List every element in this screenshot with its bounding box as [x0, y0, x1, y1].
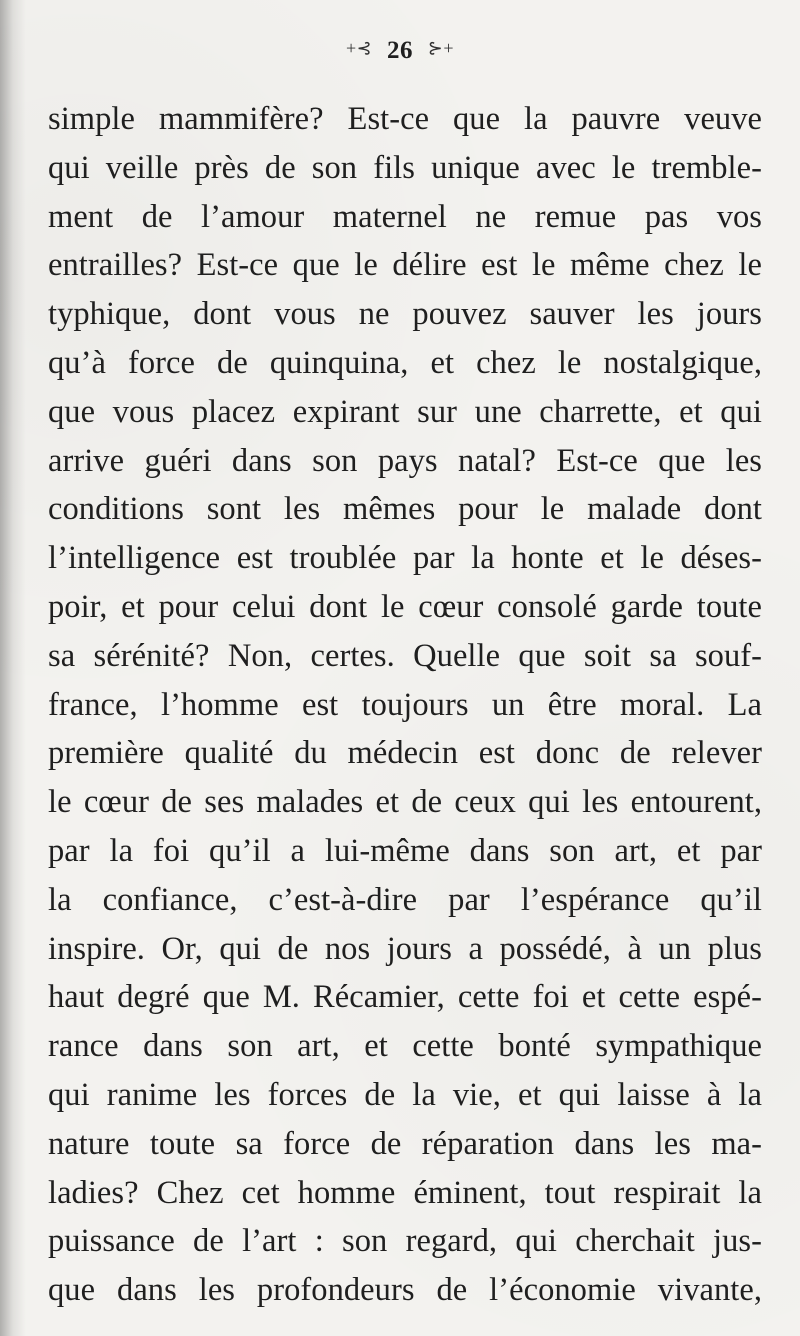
text-line-16: par la foi qu’il a lui-même dans son art, et par	[48, 832, 762, 869]
text-line-19: haut degré que M. Récamier, cette foi et cette espé-	[48, 979, 762, 1016]
text-line-10: l’intelligence est troublée par la honte et le déses-	[48, 540, 762, 577]
text-line-23: ladies? Chez cet homme éminent, tout respirait la	[48, 1174, 762, 1211]
text-line-12: sa sérénité? Non, certes. Quelle que soit sa souf-	[48, 637, 762, 674]
text-line-8: arrive guéri dans son pays natal? Est-ce que les	[48, 442, 762, 479]
text-line-4: entrailles? Est-ce que le délire est le même chez le	[48, 247, 762, 284]
page-header	[0, 38, 800, 63]
right-ornament: ⊱+	[427, 38, 454, 58]
text-line-2: qui veille près de son fils unique avec le tremble-	[48, 149, 762, 186]
page-gutter-shadow	[0, 0, 26, 1336]
text-line-14: première qualité du médecin est donc de relever	[48, 735, 762, 772]
text-line-1: simple mammifère? Est-ce que la pauvre veuve	[48, 101, 762, 137]
left-ornament: +⊰	[346, 38, 373, 58]
text-line-3: ment de l’amour maternel ne remue pas vos	[48, 198, 762, 235]
text-line-9: conditions sont les mêmes pour le malade dont	[48, 491, 762, 528]
text-line-6: qu’à force de quinquina, et chez le nostalgique,	[48, 344, 762, 381]
text-line-25: que dans les profondeurs de l’économie vivante,	[48, 1272, 762, 1309]
text-line-5: typhique, dont vous ne pouvez sauver les jours	[48, 296, 762, 333]
page-number: 26	[387, 37, 413, 64]
text-line-15: le cœur de ses malades et de ceux qui les entourent,	[48, 784, 762, 821]
body-text	[48, 95, 762, 1315]
text-line-24: puissance de l’art : son regard, qui cherchait jus-	[48, 1223, 762, 1260]
text-line-18: inspire. Or, qui de nos jours a possédé, à un plus	[48, 930, 762, 967]
text-line-20: rance dans son art, et cette bonté sympathique	[48, 1028, 762, 1065]
text-line-17: la confiance, c’est-à-dire par l’espérance qu’il	[48, 881, 762, 918]
text-line-22: nature toute sa force de réparation dans les ma-	[48, 1125, 762, 1162]
text-line-13: france, l’homme est toujours un être moral. La	[48, 686, 762, 723]
text-line-21: qui ranime les forces de la vie, et qui laisse à la	[48, 1076, 762, 1113]
text-line-11: poir, et pour celui dont le cœur consolé garde toute	[48, 588, 762, 625]
text-line-7: que vous placez expirant sur une charrette, et qui	[48, 393, 762, 430]
